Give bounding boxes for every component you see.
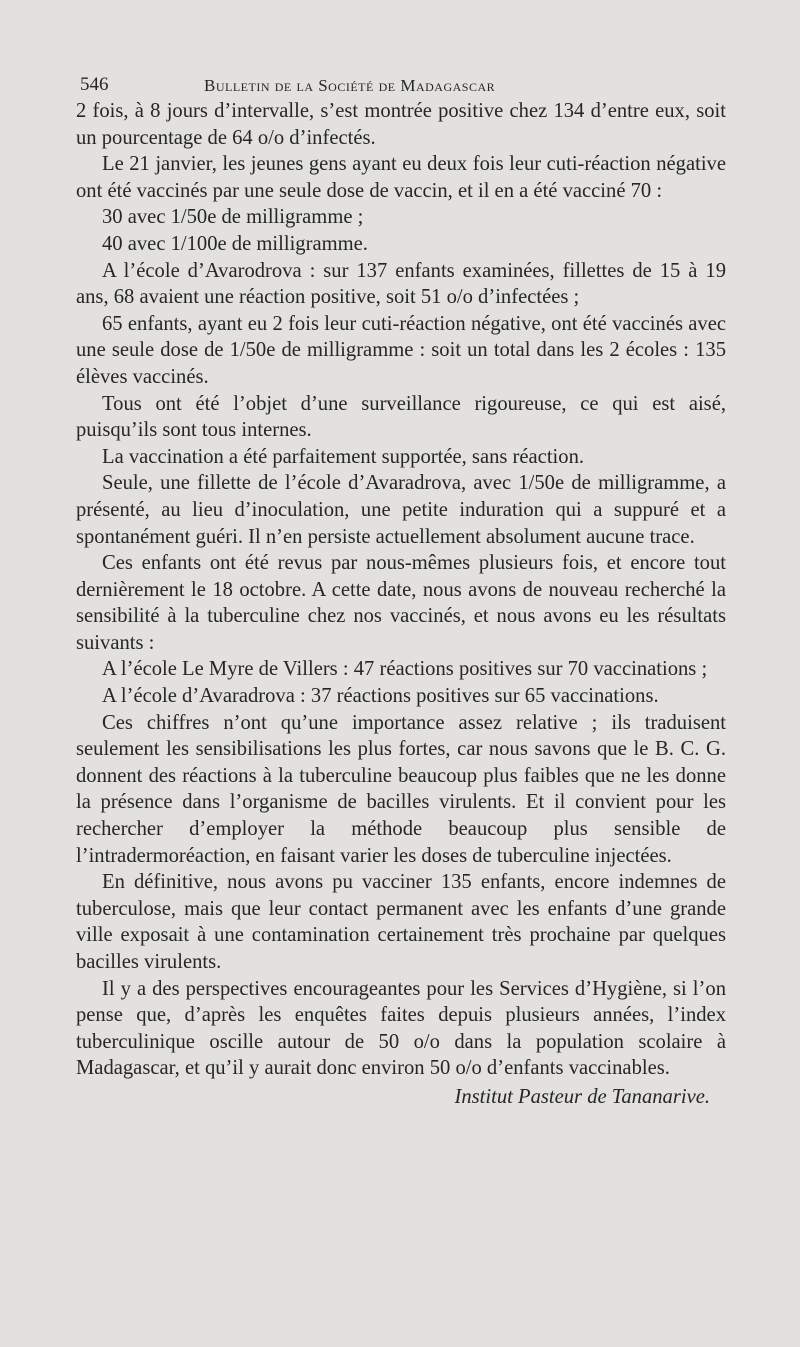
- paragraph: Tous ont été l’objet d’une surveillance rigoureuse, ce qui est aisé, puisqu’ils sont tous internes.: [76, 392, 726, 442]
- list-item: 30 avec 1/50e de milligramme ;: [102, 206, 364, 229]
- page-header: [76, 62, 726, 95]
- paragraph: En définitive, nous avons pu vacciner 135 enfants, encore indemnes de tuberculose, mais que leur contact permanent avec les enfants d’une grande ville exposait à une contamination certainement très prochaine par quelques bacilles virulents.: [76, 871, 726, 973]
- list-item: A l’école Le Myre de Villers : 47 réactions positives sur 70 vaccinations ;: [102, 658, 708, 681]
- paragraph: Le 21 janvier, les jeunes gens ayant eu deux fois leur cuti-réaction négative ont été vaccinés par une seule dose de vaccin, et il en a été vacciné 70 :: [76, 153, 726, 202]
- paragraph: 2 fois, à 8 jours d’intervalle, s’est montrée positive chez 134 d’entre eux, soit un pourcentage de 64 o/o d’infectés.: [76, 100, 726, 149]
- running-title: Bulletin de la Société de Madagascar: [204, 76, 496, 95]
- paragraph: La vaccination a été parfaitement supportée, sans réaction.: [102, 445, 585, 468]
- paragraph: Ces enfants ont été revus par nous-mêmes plusieurs fois, et encore tout dernièrement le 18 octobre. A cette date, nous avons de nouveau recherché la sensibilité à la tuberculine chez nos vaccinés, et nous avons eu les résultats suivants :: [76, 552, 726, 654]
- paragraph: 65 enfants, ayant eu 2 fois leur cuti-réaction négative, ont été vaccinés avec une seule dose de 1/50e de milligramme : soit un total dans les 2 écoles : 135 élèves vaccinés.: [76, 312, 726, 388]
- page-number: 546: [80, 74, 109, 95]
- paragraph: A l’école d’Avarodrova : sur 137 enfants examinées, fillettes de 15 à 19 ans, 68 avaient une réaction positive, soit 51 o/o d’infectées ;: [76, 259, 726, 309]
- paragraph: Ces chiffres n’ont qu’une importance assez relative ; ils traduisent seulement les sensibilisations les plus fortes, car nous savons que le B. C. G. donnent des réactions à la tuberculine beaucoup plus faibles que ne les donne la présence dans l’organisme de bacilles virulents. Et il convient pour les rechercher d’employer la méthode beaucoup plus sensible de l’intradermoréaction, en faisant varier les doses de tuberculine injectées.: [76, 711, 726, 867]
- list-item: A l’école d’Avaradrova : 37 réactions positives sur 65 vaccinations.: [102, 685, 659, 708]
- paragraph: Il y a des perspectives encourageantes pour les Services d’Hygiène, si l’on pense que, d’après les enquêtes faites depuis plusieurs années, l’index tuberculinique oscille autour de 50 o/o dans la population scolaire à Madagascar, et qu’il y aurait donc environ 50 o/o d’enfants vaccinables.: [76, 977, 726, 1080]
- signature: Institut Pasteur de Tananarive.: [454, 1085, 710, 1108]
- article-body: [76, 98, 726, 1082]
- list-item: 40 avec 1/100e de milligramme.: [102, 232, 368, 255]
- paragraph: Seule, une fillette de l’école d’Avaradrova, avec 1/50e de milligramme, a présenté, au lieu d’inoculation, une petite induration qui a suppuré et a spontanément guéri. Il n’en persiste actuellement absolument aucune trace.: [76, 472, 726, 548]
